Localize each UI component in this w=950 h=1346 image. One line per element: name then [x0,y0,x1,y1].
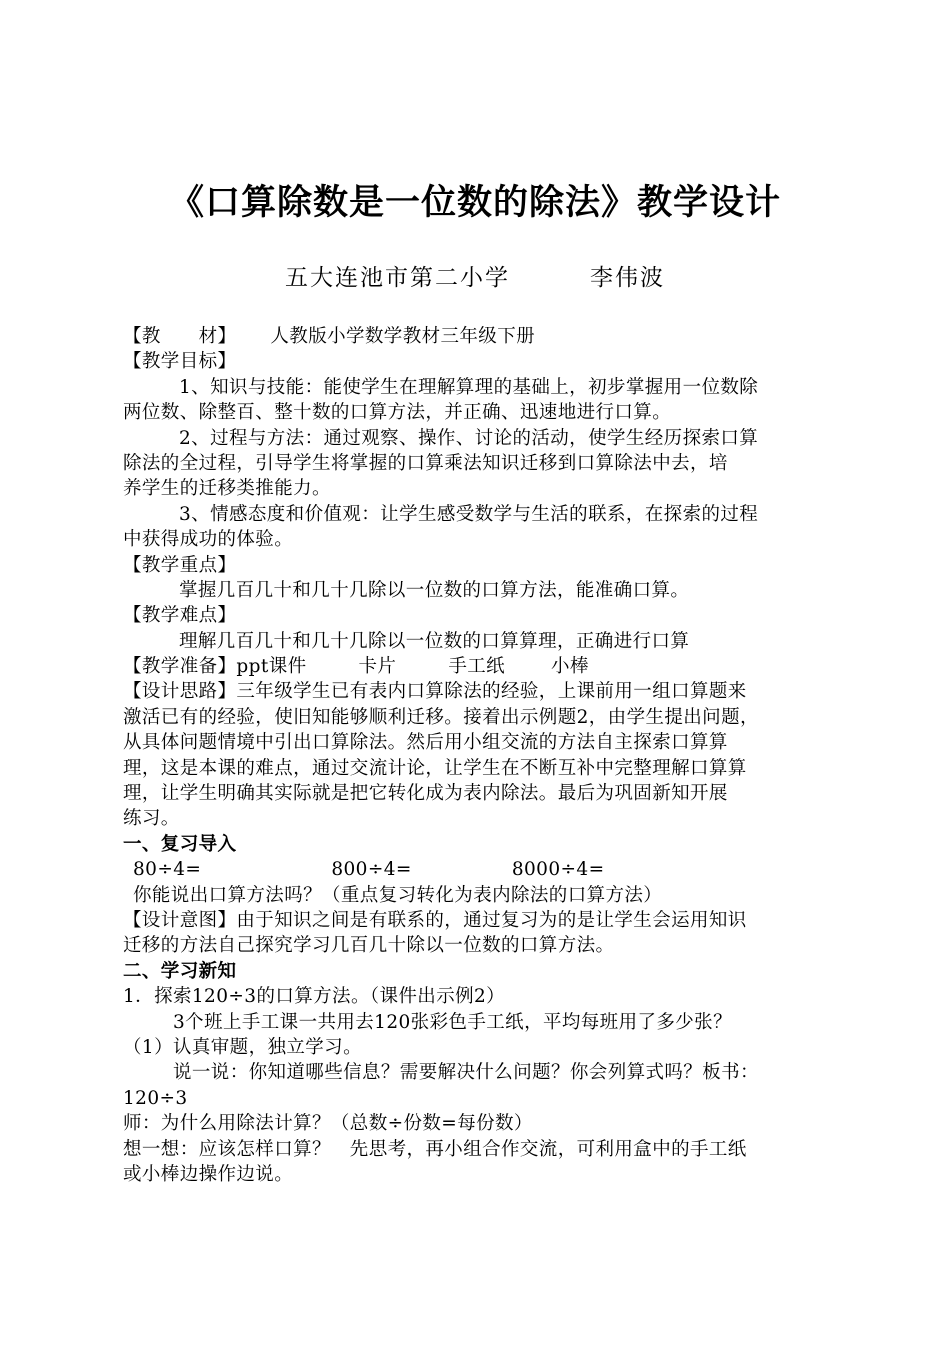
section2-heading: 二、学习新知 [123,960,237,982]
section1-heading: 一、复习导入 [123,833,237,855]
say-line: 说一说：你知道哪些信息？需要解决什么问题？你会列算式吗？板书： [173,1062,759,1084]
design-intent-line: 【设计意图】由于知识之间是有联系的，通过复习为的是让学生会运用知识 [123,909,747,931]
design-idea-line: 从具体问题情境中引出口算除法。然后用小组交流的方法自主探索口算算 [123,732,728,754]
think-line: 或小棒边操作边说。 [123,1163,294,1185]
document-title: 《口算除数是一位数的除法》教学设计 [168,183,781,223]
preparation-item: ppt课件 [236,656,307,678]
objective-line: 除法的全过程，引导学生将掌握的口算乘法知识迁移到口算除法中去，培 [123,452,728,474]
design-idea-line: 激活已有的经验，使旧知能够顺利迁移。接着出示例题2，由学生提出问题， [123,706,759,728]
review-problem: 800÷4= [331,859,412,881]
sub-step-line: （1）认真审题，独立学习。 [123,1036,362,1058]
material-line [123,324,843,349]
teacher-line: 师：为什么用除法计算？（总数÷份数=每份数） [123,1113,533,1135]
review-question: 你能说出口算方法吗？（重点复习转化为表内除法的口算方法） [133,884,663,906]
preparation-item: 手工纸 [448,656,506,678]
step1-line: 1．探索120÷3的口算方法。（课件出示例2） [123,986,506,1008]
design-idea-line: 理，让学生明确其实际就是把它转化成为表内除法。最后为巩固新知开展 [123,783,728,805]
difficulty-label: 【教学难点】 [123,605,237,627]
review-problem: 80÷4= [133,859,202,881]
objectives-label: 【教学目标】 [123,351,237,373]
material-value: 人教版小学数学教材三年级下册 [270,326,536,347]
objective-line: 2、过程与方法：通过观察、操作、讨论的活动，使学生经历探索口算 [179,427,759,449]
objective-line: 养学生的迁移类推能力。 [123,478,331,500]
objective-line: 中获得成功的体验。 [123,529,294,551]
preparation-item: 小棒 [551,656,589,678]
objective-line: 1、知识与技能：能使学生在理解算理的基础上，初步掌握用一位数除 [179,376,759,398]
review-problems [123,857,843,882]
example-problem: 3个班上手工课一共用去120张彩色手工纸，平均每班用了多少张？ [173,1011,732,1033]
preparation-line [123,654,843,679]
preparation-label: 【教学准备】 [123,656,237,678]
think-line: 想一想：应该怎样口算？ 先思考，再小组合作交流，可利用盒中的手工纸 [123,1138,747,1160]
difficulty-text: 理解几百几十和几十几除以一位数的口算算理，正确进行口算 [179,630,690,652]
material-label: 【教 材】 [123,326,237,347]
design-intent-line: 迁移的方法自己探究学习几百几十除以一位数的口算方法。 [123,935,615,957]
review-problem: 8000÷4= [511,859,605,881]
author-school: 五大连池市第二小学 [285,265,510,291]
objective-line: 3、情感态度和价值观：让学生感受数学与生活的联系，在探索的过程 [179,503,759,525]
key-point-label: 【教学重点】 [123,554,237,576]
design-idea-line: 练习。 [123,808,180,830]
design-idea-line: 理，这是本课的难点，通过交流计论，让学生在不断互补中完整理解口算算 [123,757,747,779]
key-point-text: 掌握几百几十和几十几除以一位数的口算方法，能准确口算。 [179,579,690,601]
design-idea-line: 【设计思路】三年级学生已有表内口算除法的经验，上课前用一组口算题来 [123,681,747,703]
objective-line: 两位数、除整百、整十数的口算方法，并正确、迅速地进行口算。 [123,402,672,424]
author-name: 李伟波 [590,265,665,291]
author-line [0,262,950,294]
preparation-item: 卡片 [358,656,397,678]
document-body [123,324,843,1187]
say-line: 120÷3 [123,1087,188,1109]
